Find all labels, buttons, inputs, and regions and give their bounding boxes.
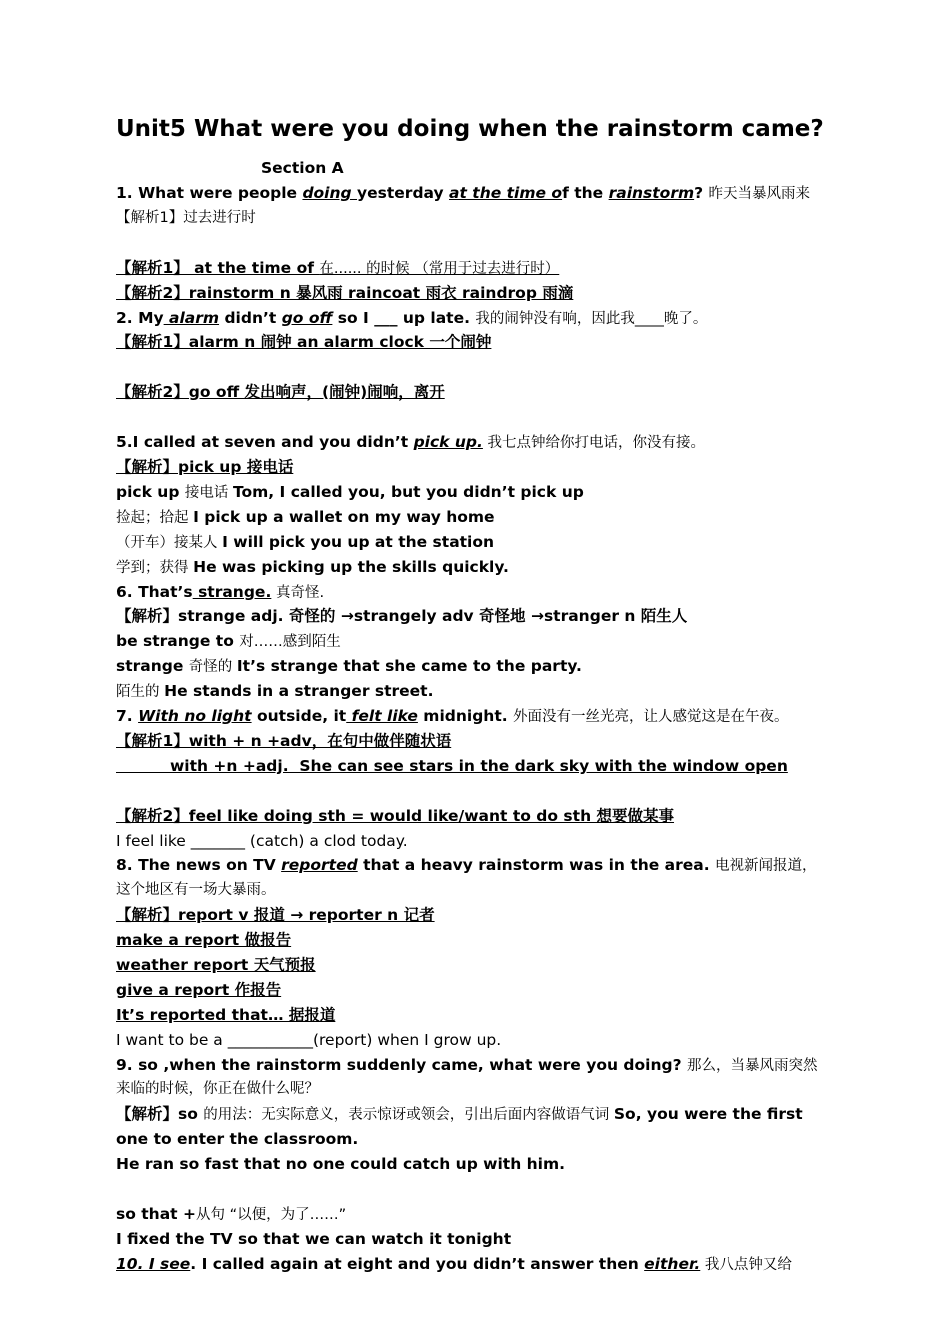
text: 8. The news on TV: [116, 856, 282, 874]
text: at the time o: [449, 184, 563, 202]
item-2: [116, 308, 707, 329]
text: 10. I see: [116, 1255, 191, 1273]
note: 【解析】report v 报道 → reporter n 记者: [116, 906, 435, 924]
text: 那么，当暴风雨突然: [686, 1058, 818, 1074]
example: He ran so fast that no one could catch up with him.: [116, 1155, 566, 1173]
text: 对……感到陌生: [239, 634, 341, 650]
text: 9. so ,when the rainstorm suddenly came, what were you doing?: [116, 1056, 687, 1074]
text: so I ___ up late.: [332, 309, 476, 327]
item-7: [116, 706, 789, 727]
note: 【解析2】feel like doing sth = would like/want to do sth 想要做某事: [116, 807, 675, 825]
text: outside, it: [251, 707, 347, 725]
page-title: Unit5 What were you doing when the rainstorm came?: [116, 116, 824, 142]
text: midnight.: [417, 707, 514, 725]
text: 奇怪的: [188, 659, 237, 675]
note: 【解析1】过去进行时: [116, 210, 256, 226]
text: 真奇怪.: [271, 585, 325, 601]
text: . I called again at eight and you didn’t answer then: [190, 1255, 645, 1273]
note: 【解析】strange adj. 奇怪的 →strangely adv 奇怪地 →stranger n 陌生人: [116, 607, 688, 625]
text: 学到；获得: [116, 560, 194, 576]
text: 电视新闻报道，: [715, 858, 817, 874]
phrase: weather report 天气预报: [116, 956, 316, 974]
note: [116, 1104, 803, 1125]
text: So, you were the first: [613, 1105, 803, 1123]
example: [116, 656, 582, 677]
note: [116, 1204, 346, 1225]
section-heading: Section A: [261, 159, 344, 177]
text: strange.: [192, 583, 272, 601]
item-9: [116, 1055, 817, 1076]
text: 6. That’s: [116, 583, 193, 601]
note: 【解析2】go off 发出响声，(闹钟)闹响，离开: [116, 383, 445, 401]
text: yesterday: [357, 184, 450, 202]
text: so that +: [116, 1205, 196, 1223]
text: 我七点钟给你打电话，你没有接。: [482, 435, 706, 451]
text: pick up.: [413, 433, 483, 451]
item-10: [116, 1254, 792, 1275]
note: with +n +adj. She can see stars in the dark sky with the window open: [116, 757, 788, 775]
text: It’s strange that she came to the party.: [236, 657, 582, 675]
text: I will pick you up at the station: [222, 533, 495, 551]
text: 我的闹钟没有响，因此我____晚了。: [475, 311, 708, 327]
example: [116, 482, 584, 503]
note: [116, 258, 559, 279]
item-8: [116, 855, 817, 876]
text: be strange to: [116, 632, 240, 650]
text: I pick up a wallet on my way home: [193, 508, 495, 526]
exercise: I feel like _______ (catch) a clod today.: [116, 832, 408, 850]
note: 【解析1】with + n +adv，在句中做伴随状语: [116, 732, 452, 750]
example: [116, 681, 433, 702]
text: didn’t: [219, 309, 282, 327]
note: 【解析2】rainstorm n 暴风雨 raincoat 雨衣 raindrop 雨滴: [116, 284, 574, 302]
text: 5.I called at seven and you didn’t: [116, 433, 414, 451]
text: strange: [116, 657, 189, 675]
text: He was picking up the skills quickly.: [193, 558, 509, 576]
example: [116, 631, 341, 652]
example: [116, 507, 495, 528]
text: He stands in a stranger street.: [164, 682, 434, 700]
text: 外面没有一丝光亮，让人感觉这是在午夜。: [513, 709, 789, 725]
item-5: [116, 432, 705, 453]
example: [116, 557, 509, 578]
text: 7.: [116, 707, 139, 725]
example: [116, 532, 494, 553]
text: 的用法：无实际意义，表示惊讶或领会，引出后面内容做语气词: [203, 1107, 614, 1123]
phrase: give a report 作报告: [116, 981, 282, 999]
text: that a heavy rainstorm was in the area.: [357, 856, 716, 874]
text: reported: [281, 856, 358, 874]
text: 【解析1】 at the time of: [116, 259, 320, 277]
text: rainstorm: [608, 184, 695, 202]
text: Tom, I called you, but you didn’t pick up: [232, 483, 584, 501]
text: 在...... 的时候 （常用于过去进行时）: [319, 261, 560, 277]
text: 接电话: [184, 485, 233, 501]
text: pick up: [116, 483, 185, 501]
text: go off: [281, 309, 333, 327]
translation: 这个地区有一场大暴雨。: [116, 882, 276, 898]
phrase: make a report 做报告: [116, 931, 292, 949]
exercise: I want to be a ___________(report) when I grow up.: [116, 1031, 502, 1049]
text: 陌生的: [116, 684, 165, 700]
item-1: [116, 183, 810, 204]
text: 【解析】so: [116, 1105, 204, 1123]
note: 【解析】pick up 接电话: [116, 458, 294, 476]
text: 从句 “以便，为了……”: [195, 1207, 347, 1223]
text: （开车）接某人: [116, 535, 223, 551]
item-6: [116, 582, 324, 603]
text: 2. My: [116, 309, 164, 327]
example: I fixed the TV so that we can watch it tonight: [116, 1230, 512, 1248]
text: 捡起；拾起: [116, 510, 194, 526]
text: f the: [562, 184, 609, 202]
text: alarm: [163, 309, 220, 327]
text: ?: [694, 184, 709, 202]
text: 1. What were people: [116, 184, 303, 202]
text: felt like: [346, 707, 418, 725]
text: With no light: [138, 707, 252, 725]
text: either.: [644, 1255, 701, 1273]
text: 我八点钟又给: [700, 1257, 792, 1273]
text: doing: [302, 184, 358, 202]
translation: 来临的时候，你正在做什么呢？: [116, 1081, 319, 1097]
text: 昨天当暴风雨来: [708, 186, 811, 202]
phrase: It’s reported that… 据报道: [116, 1006, 336, 1024]
example: one to enter the classroom.: [116, 1130, 359, 1148]
note: 【解析1】alarm n 闹钟 an alarm clock 一个闹钟: [116, 333, 492, 351]
